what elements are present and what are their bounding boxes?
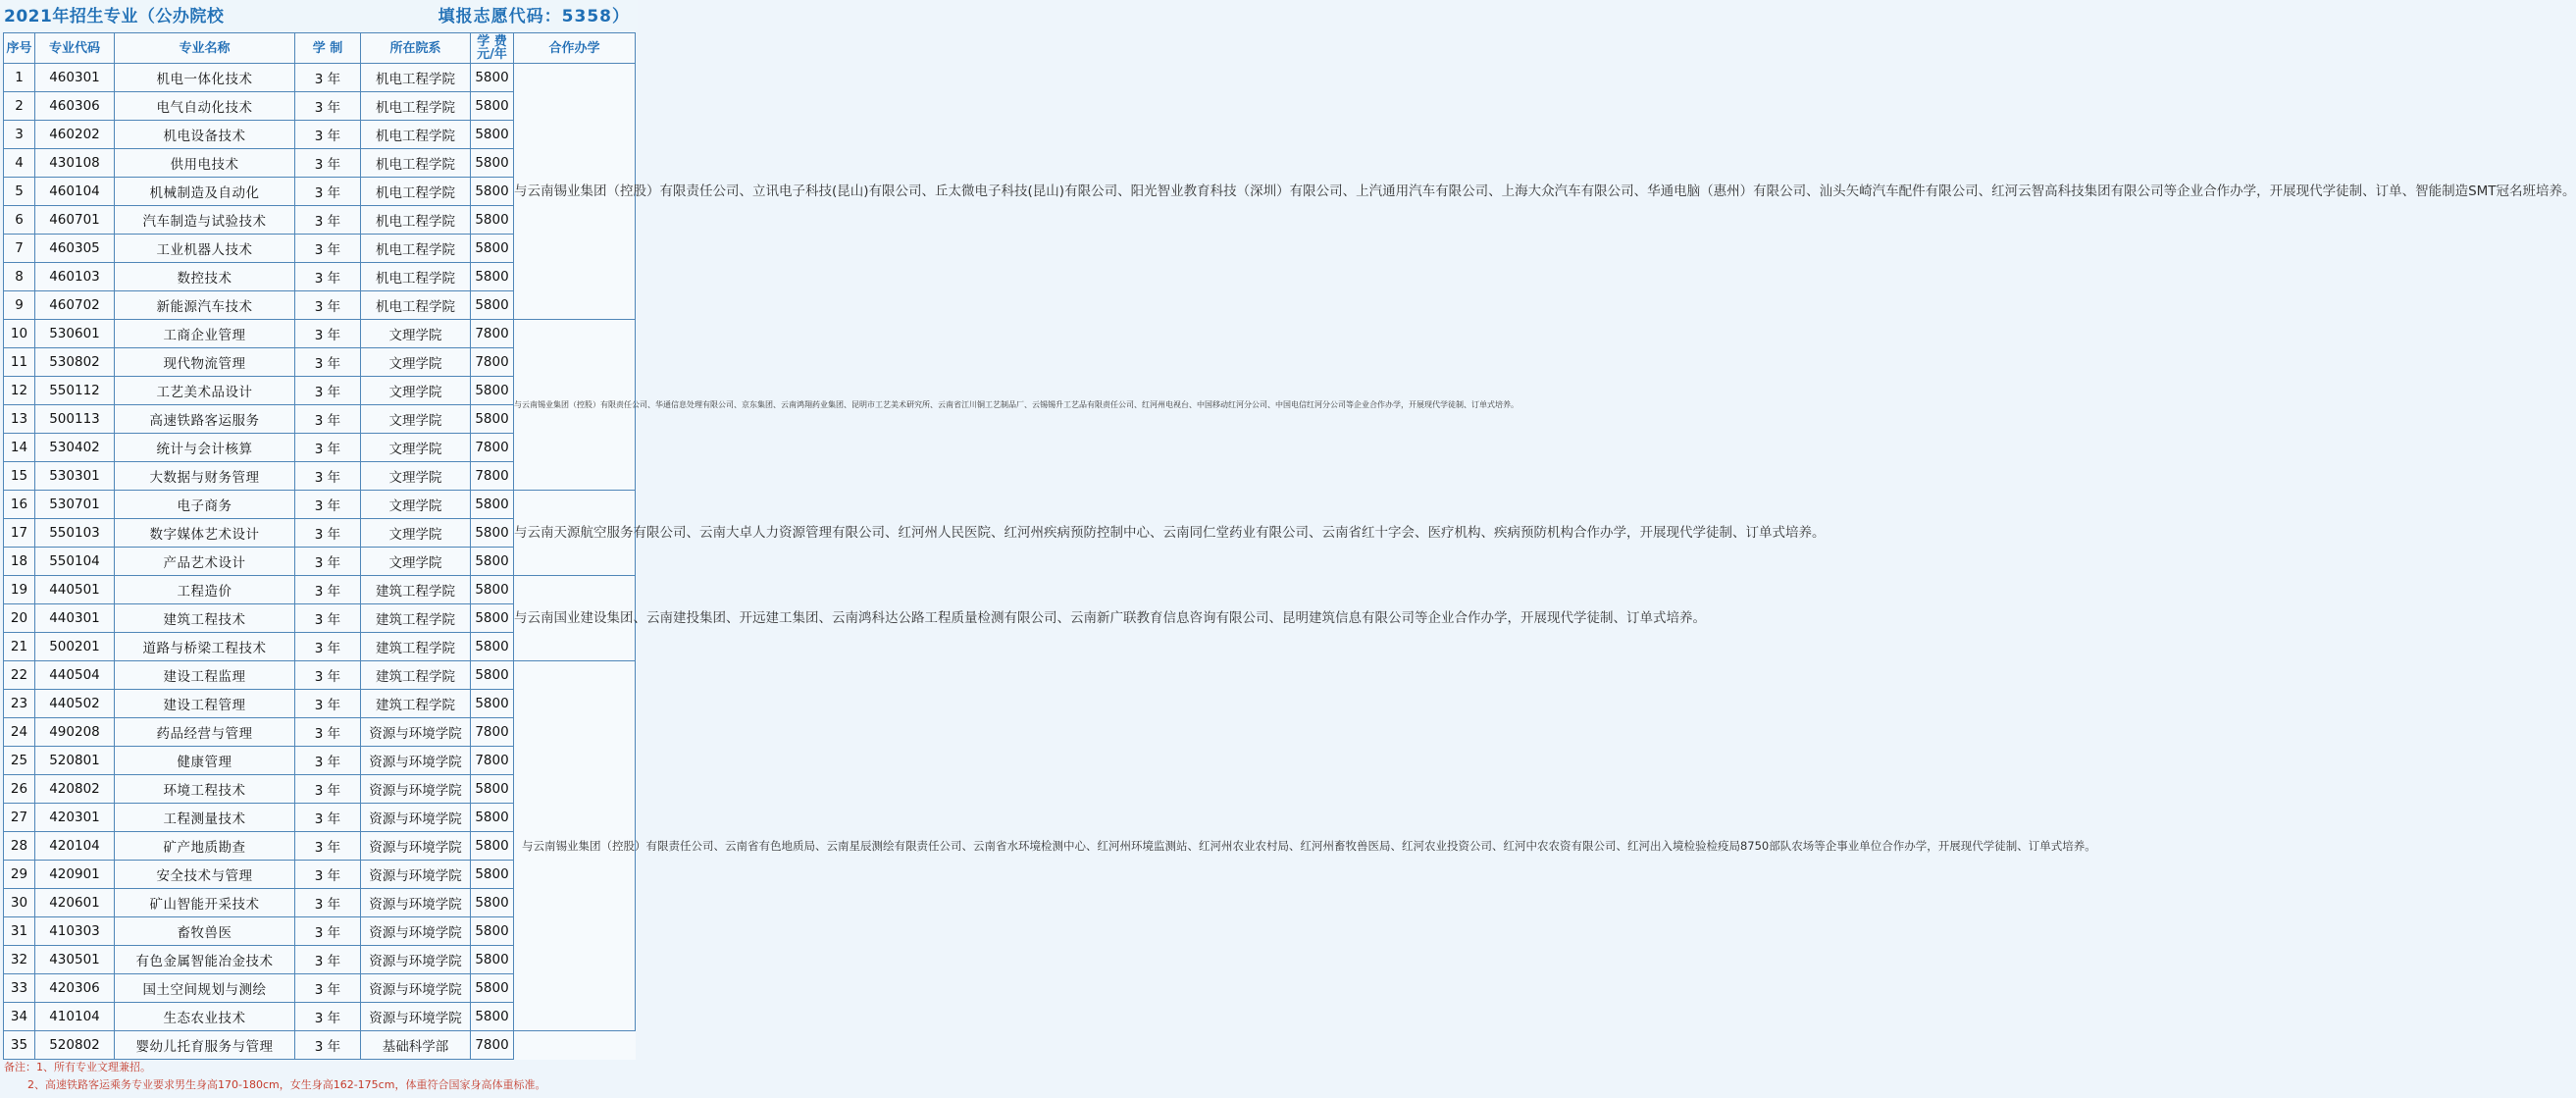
cell-name: 国土空间规划与测绘 <box>115 974 295 1003</box>
cell-college: 资源与环境学院 <box>361 861 471 889</box>
cell-no: 25 <box>4 747 35 775</box>
cell-years: 3 年 <box>295 775 361 804</box>
cell-college: 资源与环境学院 <box>361 747 471 775</box>
cell-name: 工程测量技术 <box>115 804 295 832</box>
cell-college: 文理学院 <box>361 348 471 377</box>
cell-years: 3 年 <box>295 377 361 405</box>
cell-years: 3 年 <box>295 462 361 491</box>
table-row <box>4 661 636 690</box>
table-row <box>4 576 636 604</box>
cell-college: 机电工程学院 <box>361 206 471 235</box>
cell-code: 550104 <box>35 548 115 576</box>
cell-code: 520802 <box>35 1031 115 1060</box>
cell-name: 环境工程技术 <box>115 775 295 804</box>
cell-code: 460701 <box>35 206 115 235</box>
cell-no: 11 <box>4 348 35 377</box>
cell-years: 3 年 <box>295 889 361 917</box>
cell-college: 文理学院 <box>361 519 471 548</box>
cell-name: 大数据与财务管理 <box>115 462 295 491</box>
coop-cell-g5: 与云南锡业集团（控股）有限责任公司、云南省有色地质局、云南星辰测绘有限责任公司、云南省水环境检测中心、红河州环境监测站、红河州农业农村局、红河州畜牧兽医局、红河农业投资公司、红河中农农资有限公司、红河出入境检验检疫局8750部队农场等企事业单位合作办学，开展现代学徒制、订单式培养。 <box>514 661 636 1031</box>
cell-years: 3 年 <box>295 604 361 633</box>
cell-code: 550112 <box>35 377 115 405</box>
cell-years: 3 年 <box>295 1031 361 1060</box>
cell-years: 3 年 <box>295 92 361 121</box>
cell-no: 15 <box>4 462 35 491</box>
cell-code: 430108 <box>35 149 115 178</box>
cell-years: 3 年 <box>295 149 361 178</box>
cell-years: 3 年 <box>295 348 361 377</box>
cell-code: 420802 <box>35 775 115 804</box>
cell-years: 3 年 <box>295 804 361 832</box>
cell-fee: 5800 <box>471 377 514 405</box>
cell-code: 440301 <box>35 604 115 633</box>
cell-years: 3 年 <box>295 519 361 548</box>
cell-college: 文理学院 <box>361 491 471 519</box>
cell-fee: 5800 <box>471 405 514 434</box>
col-fee-header: 学 费元/年 <box>471 33 514 64</box>
cell-fee: 5800 <box>471 832 514 861</box>
cell-name: 工商企业管理 <box>115 320 295 348</box>
cell-years: 3 年 <box>295 747 361 775</box>
cell-name: 高速铁路客运服务 <box>115 405 295 434</box>
cell-fee: 5800 <box>471 206 514 235</box>
cell-fee: 5800 <box>471 92 514 121</box>
cell-fee: 5800 <box>471 633 514 661</box>
cell-years: 3 年 <box>295 434 361 462</box>
cell-no: 4 <box>4 149 35 178</box>
cell-years: 3 年 <box>295 661 361 690</box>
cell-no: 8 <box>4 263 35 291</box>
cell-name: 建筑工程技术 <box>115 604 295 633</box>
cell-no: 19 <box>4 576 35 604</box>
cell-years: 3 年 <box>295 291 361 320</box>
cell-fee: 5800 <box>471 149 514 178</box>
cell-fee: 5800 <box>471 576 514 604</box>
cell-code: 530402 <box>35 434 115 462</box>
table-row <box>4 64 636 92</box>
cell-fee: 5800 <box>471 974 514 1003</box>
majors-table <box>3 32 2576 1060</box>
cell-years: 3 年 <box>295 718 361 747</box>
col-coop-header: 合作办学 <box>514 33 636 64</box>
cell-fee: 5800 <box>471 917 514 946</box>
cell-years: 3 年 <box>295 690 361 718</box>
cell-years: 3 年 <box>295 320 361 348</box>
cell-code: 440504 <box>35 661 115 690</box>
cell-no: 1 <box>4 64 35 92</box>
cell-fee: 5800 <box>471 491 514 519</box>
cell-years: 3 年 <box>295 974 361 1003</box>
cell-name: 矿产地质勘查 <box>115 832 295 861</box>
cell-code: 440502 <box>35 690 115 718</box>
cell-name: 道路与桥梁工程技术 <box>115 633 295 661</box>
cell-no: 30 <box>4 889 35 917</box>
page-title: 2021年招生专业（公办院校 <box>4 7 225 26</box>
cell-college: 资源与环境学院 <box>361 1003 471 1031</box>
cell-name: 统计与会计核算 <box>115 434 295 462</box>
cell-no: 13 <box>4 405 35 434</box>
cell-college: 资源与环境学院 <box>361 775 471 804</box>
cell-no: 23 <box>4 690 35 718</box>
cell-college: 资源与环境学院 <box>361 917 471 946</box>
cell-college: 机电工程学院 <box>361 263 471 291</box>
cell-fee: 5800 <box>471 804 514 832</box>
coop-cell-g4: 与云南国业建设集团、云南建投集团、开远建工集团、云南鸿科达公路工程质量检测有限公司、云南新广联教育信息咨询有限公司、昆明建筑信息有限公司等企业合作办学，开展现代学徒制、订单式培养。 <box>514 576 636 661</box>
cell-code: 410104 <box>35 1003 115 1031</box>
cell-years: 3 年 <box>295 576 361 604</box>
cell-code: 420104 <box>35 832 115 861</box>
cell-code: 440501 <box>35 576 115 604</box>
cell-code: 430501 <box>35 946 115 974</box>
cell-college: 建筑工程学院 <box>361 661 471 690</box>
cell-code: 550103 <box>35 519 115 548</box>
cell-no: 2 <box>4 92 35 121</box>
cell-fee: 7800 <box>471 434 514 462</box>
cell-college: 资源与环境学院 <box>361 889 471 917</box>
notes <box>4 1059 632 1094</box>
cell-name: 矿山智能开采技术 <box>115 889 295 917</box>
table-row <box>4 491 636 519</box>
cell-no: 9 <box>4 291 35 320</box>
cell-code: 460305 <box>35 235 115 263</box>
cell-name: 数控技术 <box>115 263 295 291</box>
cell-fee: 5800 <box>471 690 514 718</box>
col-no-header: 序号 <box>4 33 35 64</box>
cell-years: 3 年 <box>295 917 361 946</box>
cell-code: 420601 <box>35 889 115 917</box>
cell-college: 文理学院 <box>361 548 471 576</box>
col-code-header: 专业代码 <box>35 33 115 64</box>
cell-no: 7 <box>4 235 35 263</box>
cell-name: 供用电技术 <box>115 149 295 178</box>
cell-name: 现代物流管理 <box>115 348 295 377</box>
cell-code: 490208 <box>35 718 115 747</box>
cell-code: 460103 <box>35 263 115 291</box>
cell-fee: 5800 <box>471 775 514 804</box>
cell-name: 电气自动化技术 <box>115 92 295 121</box>
cell-fee: 5800 <box>471 235 514 263</box>
col-years-header: 学 制 <box>295 33 361 64</box>
cell-name: 电子商务 <box>115 491 295 519</box>
cell-years: 3 年 <box>295 206 361 235</box>
cell-no: 6 <box>4 206 35 235</box>
cell-name: 机械制造及自动化 <box>115 178 295 206</box>
cell-no: 34 <box>4 1003 35 1031</box>
cell-no: 28 <box>4 832 35 861</box>
cell-name: 安全技术与管理 <box>115 861 295 889</box>
cell-code: 500113 <box>35 405 115 434</box>
cell-years: 3 年 <box>295 946 361 974</box>
cell-college: 机电工程学院 <box>361 92 471 121</box>
cell-no: 20 <box>4 604 35 633</box>
coop-cell-g1: 与云南锡业集团（控股）有限责任公司、立讯电子科技(昆山)有限公司、丘太微电子科技(昆山)有限公司、阳光智业教育科技（深圳）有限公司、上汽通用汽车有限公司、上海大众汽车有限公司、华通电脑（惠州）有限公司、汕头矢崎汽车配件有限公司、红河云智高科技集团有限公司等企业合作办学，开展现代学徒制、订单、智能制造SMT冠名班培养。 <box>514 64 636 320</box>
cell-years: 3 年 <box>295 1003 361 1031</box>
cell-college: 文理学院 <box>361 462 471 491</box>
col-college-header: 所在院系 <box>361 33 471 64</box>
cell-fee: 5800 <box>471 548 514 576</box>
cell-no: 31 <box>4 917 35 946</box>
table-row <box>4 1031 636 1060</box>
cell-name: 工程造价 <box>115 576 295 604</box>
cell-years: 3 年 <box>295 405 361 434</box>
cell-years: 3 年 <box>295 491 361 519</box>
cell-no: 27 <box>4 804 35 832</box>
col-name-header: 专业名称 <box>115 33 295 64</box>
cell-fee: 5800 <box>471 889 514 917</box>
cell-name: 生态农业技术 <box>115 1003 295 1031</box>
note-line-1: 备注：1、所有专业文理兼招。 <box>4 1061 151 1073</box>
cell-name: 汽车制造与试验技术 <box>115 206 295 235</box>
cell-fee: 5800 <box>471 519 514 548</box>
cell-no: 16 <box>4 491 35 519</box>
cell-name: 产品艺术设计 <box>115 548 295 576</box>
cell-no: 32 <box>4 946 35 974</box>
cell-fee: 7800 <box>471 1031 514 1060</box>
cell-name: 药品经营与管理 <box>115 718 295 747</box>
cell-code: 460104 <box>35 178 115 206</box>
cell-code: 530802 <box>35 348 115 377</box>
cell-college: 资源与环境学院 <box>361 832 471 861</box>
cell-no: 17 <box>4 519 35 548</box>
cell-fee: 5800 <box>471 178 514 206</box>
cell-fee: 7800 <box>471 462 514 491</box>
cell-code: 530701 <box>35 491 115 519</box>
cell-name: 婴幼儿托育服务与管理 <box>115 1031 295 1060</box>
cell-college: 机电工程学院 <box>361 178 471 206</box>
cell-code: 530301 <box>35 462 115 491</box>
cell-college: 建筑工程学院 <box>361 690 471 718</box>
cell-college: 文理学院 <box>361 434 471 462</box>
page-header <box>0 0 638 31</box>
cell-fee: 5800 <box>471 64 514 92</box>
cell-college: 机电工程学院 <box>361 235 471 263</box>
cell-no: 22 <box>4 661 35 690</box>
cell-years: 3 年 <box>295 548 361 576</box>
coop-cell-g2: 与云南锡业集团（控股）有限责任公司、华通信息处理有限公司、京东集团、云南鸿翔药业集团、昆明市工艺美术研究所、云南省江川铜工艺制品厂、云锡锡升工艺品有限责任公司、红河州电视台、中国移动红河分公司、中国电信红河分公司等企业合作办学，开展现代学徒制、订单式培养。 <box>514 320 636 491</box>
cell-no: 10 <box>4 320 35 348</box>
cell-fee: 5800 <box>471 263 514 291</box>
cell-fee: 7800 <box>471 718 514 747</box>
cell-no: 5 <box>4 178 35 206</box>
cell-no: 18 <box>4 548 35 576</box>
coop-cell-g3: 与云南天源航空服务有限公司、云南大卓人力资源管理有限公司、红河州人民医院、红河州疾病预防控制中心、云南同仁堂药业有限公司、云南省红十字会、医疗机构、疾病预防机构合作办学，开展现代学徒制、订单式培养。 <box>514 491 636 576</box>
table-header-row <box>4 33 636 64</box>
cell-name: 机电一体化技术 <box>115 64 295 92</box>
cell-no: 14 <box>4 434 35 462</box>
cell-name: 健康管理 <box>115 747 295 775</box>
cell-fee: 7800 <box>471 320 514 348</box>
cell-name: 畜牧兽医 <box>115 917 295 946</box>
table-row <box>4 320 636 348</box>
cell-code: 420901 <box>35 861 115 889</box>
cell-college: 机电工程学院 <box>361 149 471 178</box>
cell-no: 21 <box>4 633 35 661</box>
cell-fee: 5800 <box>471 291 514 320</box>
cell-name: 数字媒体艺术设计 <box>115 519 295 548</box>
cell-years: 3 年 <box>295 861 361 889</box>
cell-name: 有色金属智能冶金技术 <box>115 946 295 974</box>
cell-years: 3 年 <box>295 64 361 92</box>
cell-no: 29 <box>4 861 35 889</box>
cell-fee: 5800 <box>471 1003 514 1031</box>
cell-college: 建筑工程学院 <box>361 604 471 633</box>
cell-code: 500201 <box>35 633 115 661</box>
cell-college: 资源与环境学院 <box>361 946 471 974</box>
cell-college: 文理学院 <box>361 320 471 348</box>
cell-no: 33 <box>4 974 35 1003</box>
cell-code: 420306 <box>35 974 115 1003</box>
cell-college: 资源与环境学院 <box>361 974 471 1003</box>
cell-fee: 5800 <box>471 946 514 974</box>
cell-college: 机电工程学院 <box>361 64 471 92</box>
cell-name: 机电设备技术 <box>115 121 295 149</box>
cell-code: 520801 <box>35 747 115 775</box>
cell-name: 新能源汽车技术 <box>115 291 295 320</box>
cell-college: 基础科学部 <box>361 1031 471 1060</box>
cell-years: 3 年 <box>295 235 361 263</box>
cell-college: 建筑工程学院 <box>361 576 471 604</box>
cell-code: 530601 <box>35 320 115 348</box>
cell-fee: 7800 <box>471 348 514 377</box>
cell-code: 460202 <box>35 121 115 149</box>
cell-name: 工业机器人技术 <box>115 235 295 263</box>
note-line-2: 2、高速铁路客运乘务专业要求男生身高170-180cm，女生身高162-175cm，体重符合国家身高体重标准。 <box>27 1078 546 1091</box>
cell-no: 3 <box>4 121 35 149</box>
cell-code: 460301 <box>35 64 115 92</box>
cell-no: 35 <box>4 1031 35 1060</box>
cell-college: 建筑工程学院 <box>361 633 471 661</box>
cell-college: 资源与环境学院 <box>361 718 471 747</box>
cell-no: 24 <box>4 718 35 747</box>
cell-years: 3 年 <box>295 832 361 861</box>
cell-years: 3 年 <box>295 633 361 661</box>
cell-college: 文理学院 <box>361 405 471 434</box>
cell-code: 420301 <box>35 804 115 832</box>
cell-no: 26 <box>4 775 35 804</box>
cell-college: 机电工程学院 <box>361 291 471 320</box>
cell-code: 460702 <box>35 291 115 320</box>
cell-years: 3 年 <box>295 178 361 206</box>
cell-fee: 5800 <box>471 604 514 633</box>
cell-code: 460306 <box>35 92 115 121</box>
application-code: 填报志愿代码：5358） <box>438 7 630 26</box>
cell-college: 文理学院 <box>361 377 471 405</box>
cell-years: 3 年 <box>295 263 361 291</box>
table-body <box>4 64 2576 1060</box>
cell-college: 机电工程学院 <box>361 121 471 149</box>
cell-name: 建设工程监理 <box>115 661 295 690</box>
cell-years: 3 年 <box>295 121 361 149</box>
cell-fee: 7800 <box>471 747 514 775</box>
cell-college: 资源与环境学院 <box>361 804 471 832</box>
cell-fee: 5800 <box>471 661 514 690</box>
cell-name: 工艺美术品设计 <box>115 377 295 405</box>
cell-name: 建设工程管理 <box>115 690 295 718</box>
cell-no: 12 <box>4 377 35 405</box>
cell-fee: 5800 <box>471 121 514 149</box>
cell-fee: 5800 <box>471 861 514 889</box>
cell-code: 410303 <box>35 917 115 946</box>
